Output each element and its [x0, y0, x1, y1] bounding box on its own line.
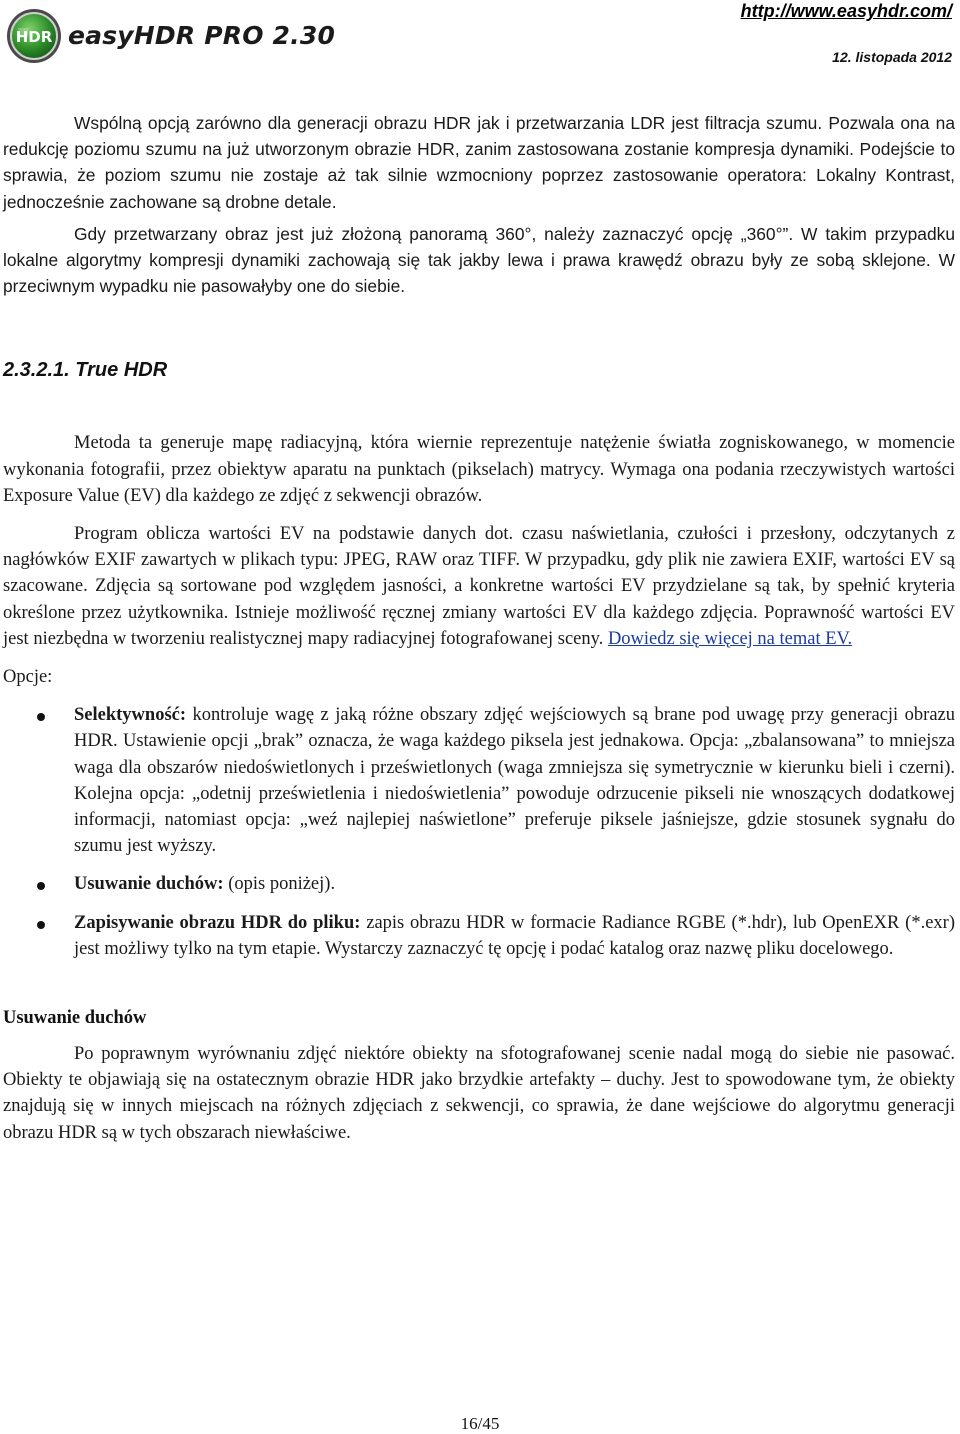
option-item-selectivity [3, 702, 955, 859]
ev-paragraph [3, 521, 955, 652]
page-content [3, 102, 955, 1146]
option-text: zapis obrazu HDR w formacie Radiance RGBE (*.hdr), lub OpenEXR (*.exr) jest możliwy tylko na tym etapie. Wystarczy zaznaczyć tę opcję i podać katalog oraz nazwę pliku docelowego. [74, 912, 955, 959]
option-text: (opis poniżej). [223, 874, 336, 895]
site-url-link[interactable]: http://www.easyhdr.com/ [740, 1, 952, 21]
page-number: 16/45 [460, 1414, 500, 1433]
section-heading [3, 359, 955, 382]
document-date: 12. listopada 2012 [832, 49, 952, 65]
section-number: 2.3.2.1. [3, 359, 70, 382]
bullet-icon [37, 921, 45, 929]
logo-text: HDR [15, 28, 53, 46]
bullet-icon [37, 882, 45, 890]
option-text: kontroluje wagę z jaką różne obszary zdjęć wejściowych są brane pod uwagę przy generacji obrazu HDR. Ustawienie opcji „brak” oznacza, że waga każdego piksela jest jednakowa. Opcja: „zbalansowana” to mniejsza waga dla obszarów niedoświetlonych i prześwietlonych (waga zmniejsza się symetrycznie w kierunku bieli i czerni). Kolejna opcja: „odetnij prześwietlenia i niedoświetlenia” powoduje odrzucenie pikseli nie wnoszących dodatkowej informacji, natomiast opcja: „weź najlepiej naświetlone” preferuje piksele jaśniejsze, gdzie stosunek sygnału do szumu jest wyższy. [74, 705, 955, 857]
option-item-ghost-removal [3, 871, 955, 897]
bullet-icon [37, 713, 45, 721]
option-item-save-hdr [3, 910, 955, 962]
section-title: True HDR [75, 359, 168, 382]
ev-paragraph-text: Program oblicza wartości EV na podstawie danych dot. czasu naświetlania, czułości i przesłony, odczytanych z nagłówków EXIF zawartych w plikach typu: JPEG, RAW oraz TIFF. W przypadku, gdy plik nie zawiera EXIF, wartości EV są szacowane. Zdjęcia są sortowane pod względem jasności, a konkretne wartości EV przydzielane są tak, by spełnić kryteria określone przez użytkownika. Istnieje możliwość ręcznej zmiany wartości EV dla każdego zdjęcia. Poprawność wartości EV jest niezbędna w tworzeniu realistycznej mapy radiacyjnej fotografowanej sceny. [3, 524, 955, 649]
panorama-paragraph: Gdy przetwarzany obraz jest już złożoną panoramą 360°, należy zaznaczyć opcję „360°”. W takim przypadku lokalne algorytmy kompresji dynamiki zachowają się tak jakby lewa i prawa krawędź obrazu były ze sobą sklejone. W przeciwnym wypadku nie pasowałyby one do siebie. [3, 223, 955, 297]
ghost-removal-heading: Usuwanie duchów [3, 1008, 147, 1029]
option-term: Zapisywanie obrazu HDR do pliku: [74, 912, 361, 933]
ev-more-link[interactable]: Dowiedz się więcej na temat EV. [607, 628, 853, 649]
easyhdr-logo-icon [4, 6, 64, 66]
option-term: Usuwanie duchów: [74, 874, 224, 895]
app-title: easyHDR PRO 2.30 [68, 21, 336, 50]
ghost-removal-paragraph: Po poprawnym wyrównaniu zdjęć niektóre obiekty na sfotografowanej scenie nadal mogą do siebie nie pasować. Obiekty te objawiają się na ostatecznym obrazie HDR jako brzydkie artefakty – duchy. Jest to spowodowane tym, że obiekty znajdują się w innych miejscach na różnych zdjęciach z sekwencji, co sprawia, że dane wejściowe do algorytmu generacji obrazu HDR są w tych obszarach niewłaściwe. [3, 1044, 955, 1143]
options-list [3, 702, 955, 962]
option-term: Selektywność: [74, 705, 187, 726]
options-label: Opcje: [3, 667, 53, 688]
page-header [0, 0, 960, 72]
noise-filter-paragraph: Wspólną opcją zarówno dla generacji obrazu HDR jak i przetwarzania LDR jest filtracja szumu. Pozwala ona na redukcję poziomu szumu na już utworzonym obrazie HDR, zanim zastosowana zostanie kompresja dynamiki. Podejście to sprawia, że poziom szumu nie zostaje aż tak silnie wzmocniony poprzez zastosowanie operatora: Lokalny Kontrast, jednocześnie zachowane są drobne detale. [3, 113, 955, 212]
true-hdr-paragraph: Metoda ta generuje mapę radiacyjną, która wiernie reprezentuje natężenie światła zogniskowanego, w momencie wykonania fotografii, przez obiektyw aparatu na punktach (pikselach) matrycy. Wymaga ona podania rzeczywistych wartości Exposure Value (EV) dla każdego ze zdjęć z sekwencji obrazów. [3, 433, 955, 506]
